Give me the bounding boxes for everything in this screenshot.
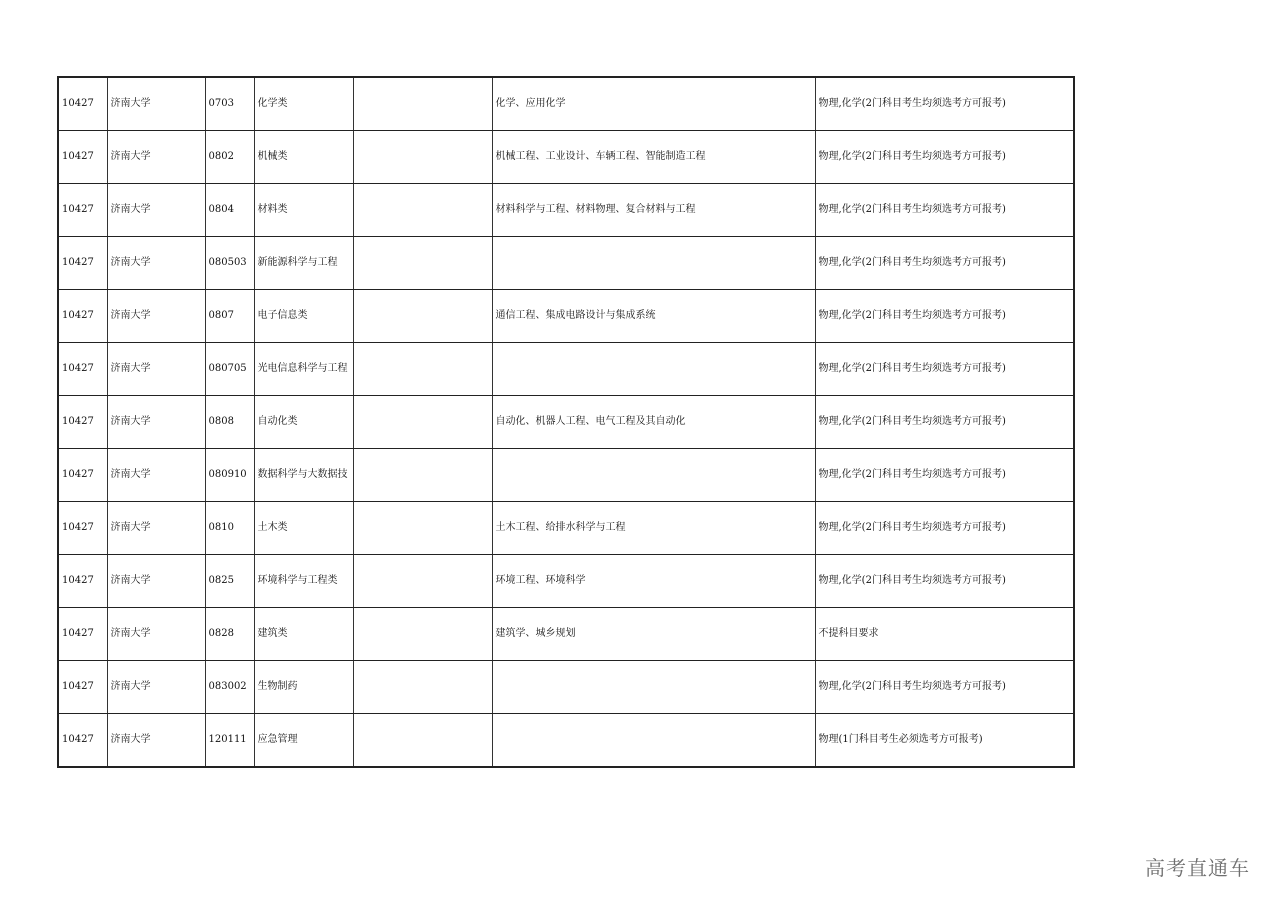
- institution-name-cell: 济南大学: [107, 131, 205, 184]
- included-majors-cell: 自动化、机器人工程、电气工程及其自动化: [492, 396, 815, 449]
- institution-name-cell: 济南大学: [107, 77, 205, 131]
- major-code-cell: 0804: [205, 184, 254, 237]
- institution-code-cell: 10427: [58, 714, 107, 768]
- institution-code-cell: 10427: [58, 131, 107, 184]
- table-row: [58, 77, 1074, 131]
- major-name-cell: 生物制药: [254, 661, 353, 714]
- subject-requirement-cell: 不提科目要求: [815, 608, 1074, 661]
- requirements-table: [57, 76, 1075, 768]
- included-majors-cell: [492, 343, 815, 396]
- included-majors-cell: 机械工程、工业设计、车辆工程、智能制造工程: [492, 131, 815, 184]
- included-majors-cell: 土木工程、给排水科学与工程: [492, 502, 815, 555]
- note-cell: [353, 184, 492, 237]
- major-code-cell: 083002: [205, 661, 254, 714]
- major-code-cell: 0810: [205, 502, 254, 555]
- institution-name-cell: 济南大学: [107, 290, 205, 343]
- major-name-cell: 机械类: [254, 131, 353, 184]
- table-row: [58, 343, 1074, 396]
- note-cell: [353, 502, 492, 555]
- institution-name-cell: 济南大学: [107, 184, 205, 237]
- note-cell: [353, 131, 492, 184]
- included-majors-cell: 环境工程、环境科学: [492, 555, 815, 608]
- institution-name-cell: 济南大学: [107, 237, 205, 290]
- included-majors-cell: [492, 449, 815, 502]
- note-cell: [353, 661, 492, 714]
- table-row: [58, 608, 1074, 661]
- major-code-cell: 0808: [205, 396, 254, 449]
- included-majors-cell: [492, 661, 815, 714]
- table-row: [58, 502, 1074, 555]
- included-majors-cell: 化学、应用化学: [492, 77, 815, 131]
- included-majors-cell: 材料科学与工程、材料物理、复合材料与工程: [492, 184, 815, 237]
- table-row: [58, 290, 1074, 343]
- subject-requirement-cell: 物理,化学(2门科目考生均须选考方可报考): [815, 555, 1074, 608]
- note-cell: [353, 714, 492, 768]
- note-cell: [353, 396, 492, 449]
- major-name-cell: 新能源科学与工程: [254, 237, 353, 290]
- major-name-cell: 化学类: [254, 77, 353, 131]
- table-row: [58, 131, 1074, 184]
- institution-name-cell: 济南大学: [107, 555, 205, 608]
- subject-requirement-cell: 物理,化学(2门科目考生均须选考方可报考): [815, 77, 1074, 131]
- note-cell: [353, 449, 492, 502]
- major-code-cell: 120111: [205, 714, 254, 768]
- institution-code-cell: 10427: [58, 343, 107, 396]
- note-cell: [353, 77, 492, 131]
- subject-requirement-cell: 物理,化学(2门科目考生均须选考方可报考): [815, 237, 1074, 290]
- institution-code-cell: 10427: [58, 502, 107, 555]
- major-name-cell: 电子信息类: [254, 290, 353, 343]
- institution-code-cell: 10427: [58, 449, 107, 502]
- institution-code-cell: 10427: [58, 290, 107, 343]
- subject-requirement-cell: 物理,化学(2门科目考生均须选考方可报考): [815, 343, 1074, 396]
- institution-code-cell: 10427: [58, 184, 107, 237]
- table-row: [58, 661, 1074, 714]
- major-code-cell: 0828: [205, 608, 254, 661]
- subject-requirement-cell: 物理,化学(2门科目考生均须选考方可报考): [815, 290, 1074, 343]
- major-name-cell: 光电信息科学与工程: [254, 343, 353, 396]
- institution-code-cell: 10427: [58, 77, 107, 131]
- major-code-cell: 080910: [205, 449, 254, 502]
- table-row: [58, 714, 1074, 768]
- major-code-cell: 0703: [205, 77, 254, 131]
- major-code-cell: 0825: [205, 555, 254, 608]
- institution-code-cell: 10427: [58, 555, 107, 608]
- institution-name-cell: 济南大学: [107, 608, 205, 661]
- institution-code-cell: 10427: [58, 396, 107, 449]
- subject-requirement-cell: 物理,化学(2门科目考生均须选考方可报考): [815, 449, 1074, 502]
- institution-name-cell: 济南大学: [107, 449, 205, 502]
- institution-code-cell: 10427: [58, 237, 107, 290]
- institution-name-cell: 济南大学: [107, 714, 205, 768]
- institution-code-cell: 10427: [58, 661, 107, 714]
- subject-requirement-cell: 物理(1门科目考生必须选考方可报考): [815, 714, 1074, 768]
- table-body: [58, 77, 1074, 767]
- major-code-cell: 080503: [205, 237, 254, 290]
- note-cell: [353, 290, 492, 343]
- table-row: [58, 184, 1074, 237]
- major-name-cell: 建筑类: [254, 608, 353, 661]
- major-name-cell: 自动化类: [254, 396, 353, 449]
- subject-requirement-cell: 物理,化学(2门科目考生均须选考方可报考): [815, 661, 1074, 714]
- subject-requirement-cell: 物理,化学(2门科目考生均须选考方可报考): [815, 131, 1074, 184]
- note-cell: [353, 343, 492, 396]
- subject-requirement-cell: 物理,化学(2门科目考生均须选考方可报考): [815, 184, 1074, 237]
- institution-name-cell: 济南大学: [107, 661, 205, 714]
- table-row: [58, 555, 1074, 608]
- included-majors-cell: 通信工程、集成电路设计与集成系统: [492, 290, 815, 343]
- major-code-cell: 0802: [205, 131, 254, 184]
- included-majors-cell: [492, 714, 815, 768]
- major-name-cell: 应急管理: [254, 714, 353, 768]
- subject-requirement-cell: 物理,化学(2门科目考生均须选考方可报考): [815, 396, 1074, 449]
- major-name-cell: 材料类: [254, 184, 353, 237]
- major-code-cell: 080705: [205, 343, 254, 396]
- institution-name-cell: 济南大学: [107, 502, 205, 555]
- included-majors-cell: 建筑学、城乡规划: [492, 608, 815, 661]
- note-cell: [353, 608, 492, 661]
- institution-name-cell: 济南大学: [107, 396, 205, 449]
- table-row: [58, 237, 1074, 290]
- table-row: [58, 396, 1074, 449]
- major-code-cell: 0807: [205, 290, 254, 343]
- subject-requirement-cell: 物理,化学(2门科目考生均须选考方可报考): [815, 502, 1074, 555]
- watermark-text: 高考直通车: [1145, 856, 1250, 880]
- major-name-cell: 土木类: [254, 502, 353, 555]
- note-cell: [353, 555, 492, 608]
- institution-code-cell: 10427: [58, 608, 107, 661]
- included-majors-cell: [492, 237, 815, 290]
- institution-name-cell: 济南大学: [107, 343, 205, 396]
- note-cell: [353, 237, 492, 290]
- major-name-cell: 数据科学与大数据技: [254, 449, 353, 502]
- table-row: [58, 449, 1074, 502]
- major-name-cell: 环境科学与工程类: [254, 555, 353, 608]
